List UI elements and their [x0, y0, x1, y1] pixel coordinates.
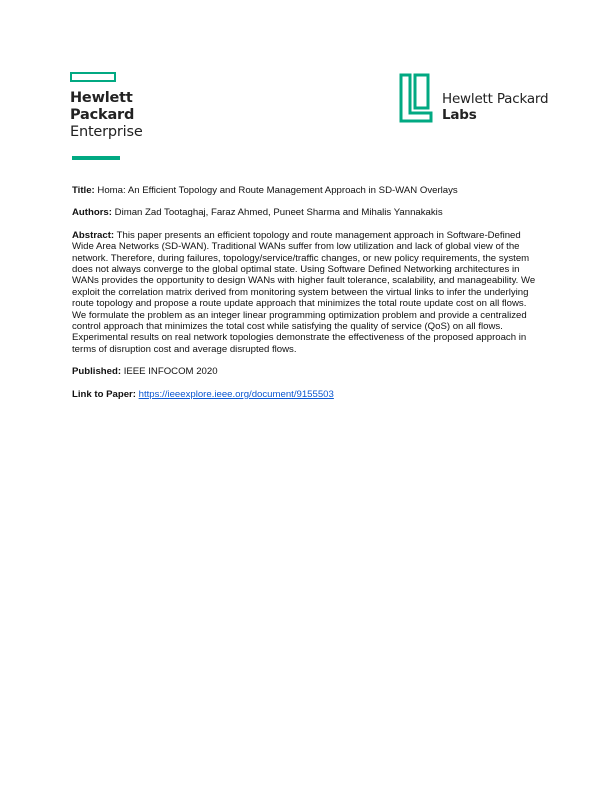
title-label: Title:	[72, 185, 95, 196]
hpe-logo-line1: Hewlett Packard	[70, 90, 135, 123]
published-field	[72, 366, 540, 377]
link-field	[72, 389, 540, 400]
authors-field	[72, 207, 540, 218]
published-label: Published:	[72, 366, 122, 378]
hpe-logo	[70, 72, 200, 141]
paper-title: Homa: An Efficient Topology and Route Management Approach in SD-WAN Overlays	[97, 185, 458, 196]
accent-rule	[72, 156, 120, 160]
hp-labs-logo	[398, 73, 568, 125]
hpe-element-icon	[70, 72, 116, 82]
paper-abstract: This paper presents an efficient topology and route management approach in Software-Defined Wide Area Networks (SD-WAN). Traditional WANs suffer from low utilization and lack of global view of the network. Therefore, during failures, topology/service/traffic changes, or new policy requirements, the system does not always converge to the global optimal state. Using Software Defined Networking architectures in WANs provides the opportunity to design WANs with higher fault tolerance, scalability, and manageability. We exploit the correlation matrix derived from monitoring system between the virtual links to infer the underlying route topology and propose a route update approach that minimizes the total route update cost on all flows. We formulate the problem as an integer linear programming optimization problem and provide a centralized control approach that minimizes the total cost while satisfying the quality of service (QoS) on all flows. Experimental results on real network topologies demonstrate the effectiveness of the proposed approach in terms of disruption cost and average disrupted flows.	[72, 229, 536, 355]
labs-logo-line2: Labs	[442, 107, 477, 123]
paper-link[interactable]: https://ieeexplore.ieee.org/document/9155503	[138, 388, 334, 400]
abstract-label: Abstract:	[72, 229, 115, 241]
title-field	[72, 185, 540, 196]
hpe-logo-line2: Enterprise	[70, 124, 143, 140]
paper-info	[72, 185, 540, 411]
paper-venue: IEEE INFOCOM 2020	[123, 366, 218, 378]
labs-logo-line1: Hewlett Packard	[442, 91, 549, 107]
authors-label: Authors:	[72, 207, 112, 219]
link-label: Link to Paper:	[72, 388, 136, 400]
labs-mark-icon	[398, 73, 434, 123]
abstract-field	[72, 230, 540, 355]
paper-authors: Diman Zad Tootaghaj, Faraz Ahmed, Puneet Sharma and Mihalis Yannakakis	[114, 207, 443, 219]
